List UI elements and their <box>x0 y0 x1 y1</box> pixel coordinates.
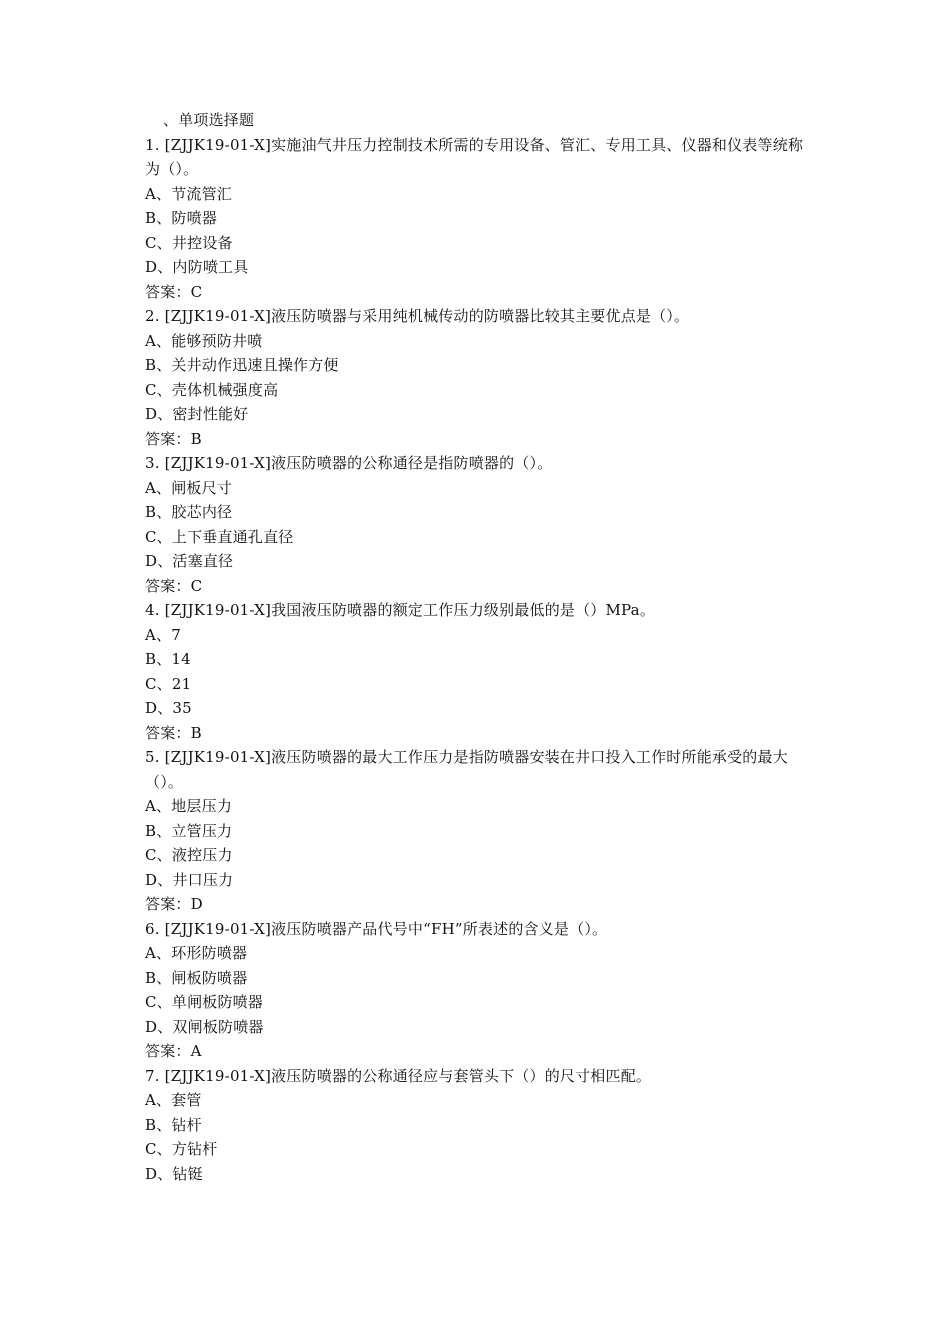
question-text: 1. [ZJJK19-01-X]实施油气井压力控制技术所需的专用设备、管汇、专用工具、仪器和仪表等统称为（）。 <box>145 135 804 178</box>
option-c: C、21 <box>145 674 192 693</box>
question-block <box>145 598 810 745</box>
option-d: D、双闸板防喷器 <box>145 1017 264 1036</box>
option-c: C、井控设备 <box>145 233 233 252</box>
option-d: D、钻铤 <box>145 1164 203 1183</box>
option-a: A、地层压力 <box>145 797 233 815</box>
option-b: B、关井动作迅速且操作方便 <box>145 356 339 374</box>
option-c: C、液控压力 <box>145 846 233 864</box>
option-b: B、胶芯内径 <box>145 503 233 521</box>
option-d: D、井口压力 <box>145 870 234 889</box>
question-list <box>145 108 810 1186</box>
option-c: C、壳体机械强度高 <box>145 380 279 399</box>
option-c: C、单闸板防喷器 <box>145 993 264 1011</box>
option-a: A、套管 <box>145 1091 202 1109</box>
answer-line: 答案：C <box>145 576 203 595</box>
question-block <box>145 451 810 598</box>
option-a: A、闸板尺寸 <box>145 478 233 497</box>
question-block <box>145 133 810 305</box>
option-b: B、防喷器 <box>145 209 218 227</box>
answer-line: 答案：C <box>145 282 203 301</box>
option-d: D、内防喷工具 <box>145 258 249 276</box>
option-b: B、立管压力 <box>145 821 233 840</box>
question-text: 6. [ZJJK19-01-X]液压防喷器产品代号中“FH”所表述的含义是（）。 <box>145 919 608 938</box>
option-a: A、环形防喷器 <box>145 944 248 962</box>
question-text: 5. [ZJJK19-01-X]液压防喷器的最大工作压力是指防喷器安装在井口投入工作时所能承受的最大（）。 <box>145 748 788 791</box>
answer-line: 答案：B <box>145 429 202 448</box>
question-text: 2. [ZJJK19-01-X]液压防喷器与采用纯机械传动的防喷器比较其主要优点是（）。 <box>145 307 690 325</box>
answer-line: 答案：A <box>145 1042 202 1060</box>
option-c: C、方钻杆 <box>145 1140 218 1158</box>
option-a: A、能够预防井喷 <box>145 331 263 350</box>
option-a: A、7 <box>145 625 181 644</box>
question-block <box>145 1064 810 1187</box>
question-text: 4. [ZJJK19-01-X]我国液压防喷器的额定工作压力级别最低的是（）MPa。 <box>145 601 656 619</box>
question-block <box>145 917 810 1064</box>
option-d: D、35 <box>145 699 192 717</box>
option-d: D、活塞直径 <box>145 552 234 570</box>
question-text: 3. [ZJJK19-01-X]液压防喷器的公称通径是指防喷器的（）。 <box>145 454 553 472</box>
question-block <box>145 745 810 917</box>
option-b: B、钻杆 <box>145 1115 202 1134</box>
answer-line: 答案：B <box>145 723 202 742</box>
question-block <box>145 304 810 451</box>
option-b: B、14 <box>145 650 191 668</box>
option-a: A、节流管汇 <box>145 184 233 203</box>
option-d: D、密封性能好 <box>145 405 249 423</box>
option-c: C、上下垂直通孔直径 <box>145 527 294 546</box>
option-b: B、闸板防喷器 <box>145 968 248 987</box>
question-text: 7. [ZJJK19-01-X]液压防喷器的公称通径应与套管头下（）的尺寸相匹配。 <box>145 1066 652 1085</box>
answer-line: 答案：D <box>145 895 203 913</box>
section-heading: 、单项选择题 <box>163 111 255 129</box>
